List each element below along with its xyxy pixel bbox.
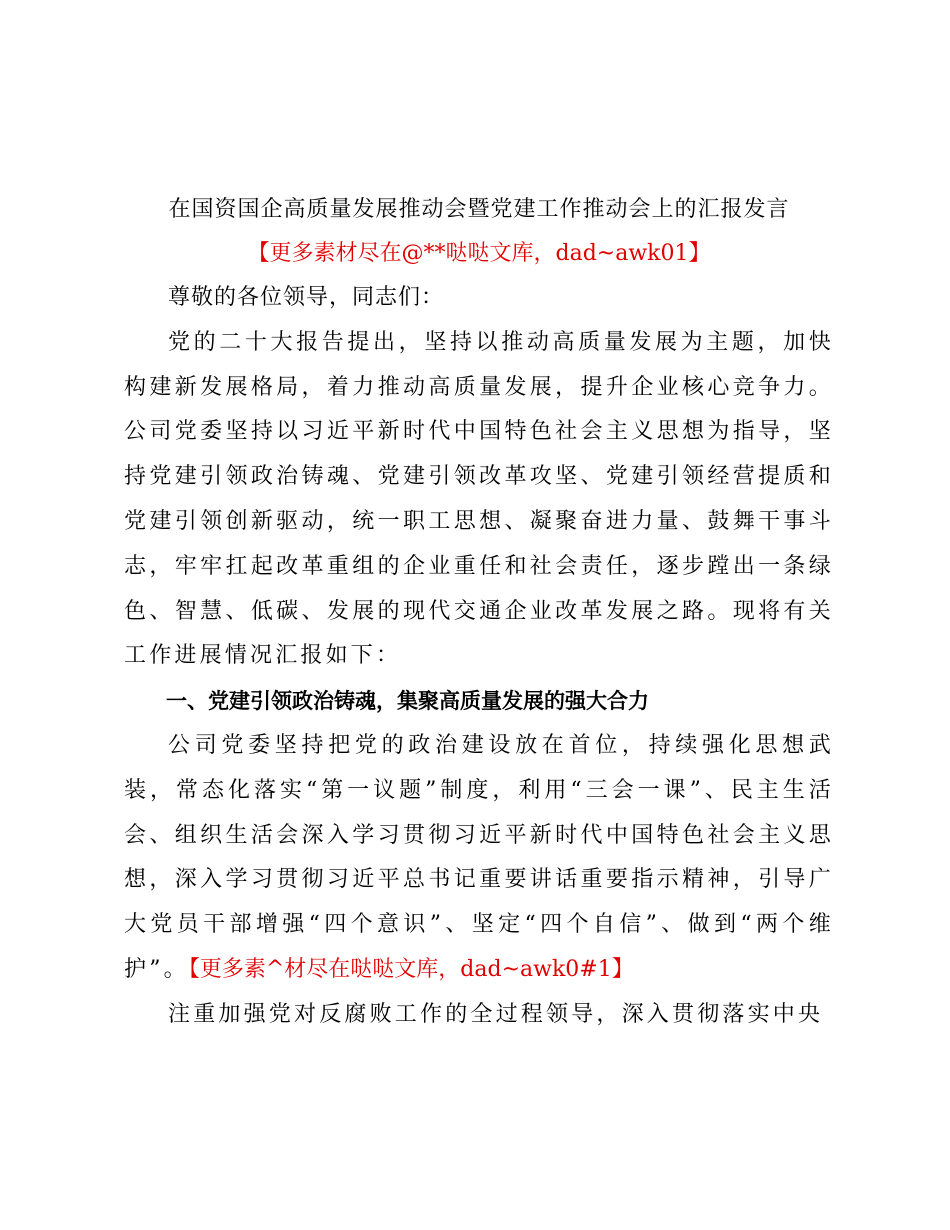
paragraph-3: 注重加强党对反腐败工作的全过程领导，深入贯彻落实中央 — [168, 1001, 824, 1027]
promo-line: 【更多素材尽在@**哒哒文库，dad~awk01】 — [247, 241, 711, 266]
inline-promo: 【更多素^材尽在哒哒文库，dad~awk0#1】 — [188, 956, 634, 982]
section-heading-1: 一、党建引领政治铸魂，集聚高质量发展的强大合力 — [166, 689, 649, 714]
greeting: 尊敬的各位领导，同志们： — [168, 285, 445, 310]
paragraph-1: 党的二十大报告提出，坚持以推动高质量发展为主题，加快构建新发展格局，着力推动高质量发展，提升企业核心竞争力。公司党委坚持以习近平新时代中国特色社会主义思想为指导，坚持党建引领政治铸魂、党建引领改革攻坚、党建引领经营提质和党建引领创新驱动，统一职工思想、凝聚奋进力量、鼓舞干事斗志，牢牢扛起改革重组的企业重任和社会责任，逐步蹚出一条绿色、智慧、低碳、发展的现代交通企业改革发展之路。现将有关工作进展情况汇报如下： — [124, 329, 834, 669]
document-page — [124, 188, 834, 1038]
paragraph-2-text: 公司党委坚持把党的政治建设放在首位，持续强化思想武装，常态化落实“第一议题”制度，利用“三会一课”、民主生活会、组织生活会深入学习贯彻习近平新时代中国特色社会主义思想，深入学习贯彻习近平总书记重要讲话重要指示精神，引导广大党员干部增强“四个意识”、坚定“四个自信”、做到“两个维护”。 — [124, 732, 834, 982]
paragraph-2 — [124, 724, 834, 993]
document-title: 在国资国企高质量发展推动会暨党建工作推动会上的汇报发言 — [168, 197, 790, 222]
